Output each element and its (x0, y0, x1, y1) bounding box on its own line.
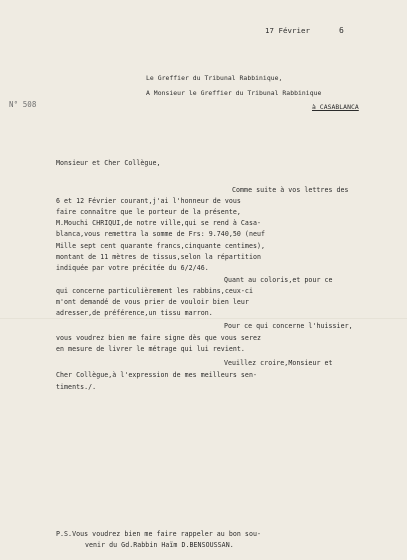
letter-date: 17 Février (265, 26, 310, 35)
body-line: blanca,vous remettra la somme de Frs: 9.740,50 (neuf (56, 230, 266, 238)
body-line: Quant au coloris,et pour ce (224, 276, 333, 284)
body-line: timents./. (56, 383, 97, 391)
sender-line: Le Greffier du Tribunal Rabbinique, (146, 74, 283, 82)
body-line: Mille sept cent quarante francs,cinquante centimes), (56, 242, 266, 250)
body-line: Cher Collègue,à l'expression de mes meilleurs sen- (56, 371, 257, 379)
salutation: Monsieur et Cher Collègue, (56, 159, 161, 167)
body-line: Comme suite à vos lettres des (232, 186, 349, 194)
recipient-city: à CASABLANCA (312, 103, 359, 111)
body-line: faire connaître que le porteur de la présente, (56, 208, 241, 216)
body-line: adresser,de préférence,un tissu marron. (56, 309, 213, 317)
body-line: qui concerne particulièrement les rabbins,ceux-ci (56, 287, 253, 295)
body-line: indiquée par votre précitée du 6/2/46. (56, 264, 209, 272)
body-line: Pour ce qui concerne l'huissier, (224, 322, 353, 330)
paper-fold (0, 318, 407, 320)
body-line: montant de 11 mètres de tissus,selon la répartition (56, 253, 262, 261)
postscript-line: P.S.Vous voudrez bien me faire rappeler au bon sou- (56, 530, 262, 538)
recipient-line: A Monsieur le Greffier du Tribunal Rabbinique (146, 89, 322, 97)
postscript-line: venir du Gd.Rabbin Haïm D.BENSOUSSAN. (85, 541, 234, 549)
body-line: 6 et 12 Février courant,j'ai l'honneur de vous (56, 197, 241, 205)
body-line: en mesure de livrer le métrage qui lui revient. (56, 345, 245, 353)
body-line: m'ont demandé de vous prier de vouloir bien leur (56, 298, 249, 306)
body-line: Veuillez croire,Monsieur et (224, 359, 333, 367)
reference-number: N° 508 (9, 100, 37, 109)
body-line: M.Mouchi CHRIQUI,de notre ville,qui se rend à Casa- (56, 219, 262, 227)
body-line: vous voudrez bien me faire signe dès que vous serez (56, 334, 262, 342)
page-number: 6 (339, 26, 344, 35)
